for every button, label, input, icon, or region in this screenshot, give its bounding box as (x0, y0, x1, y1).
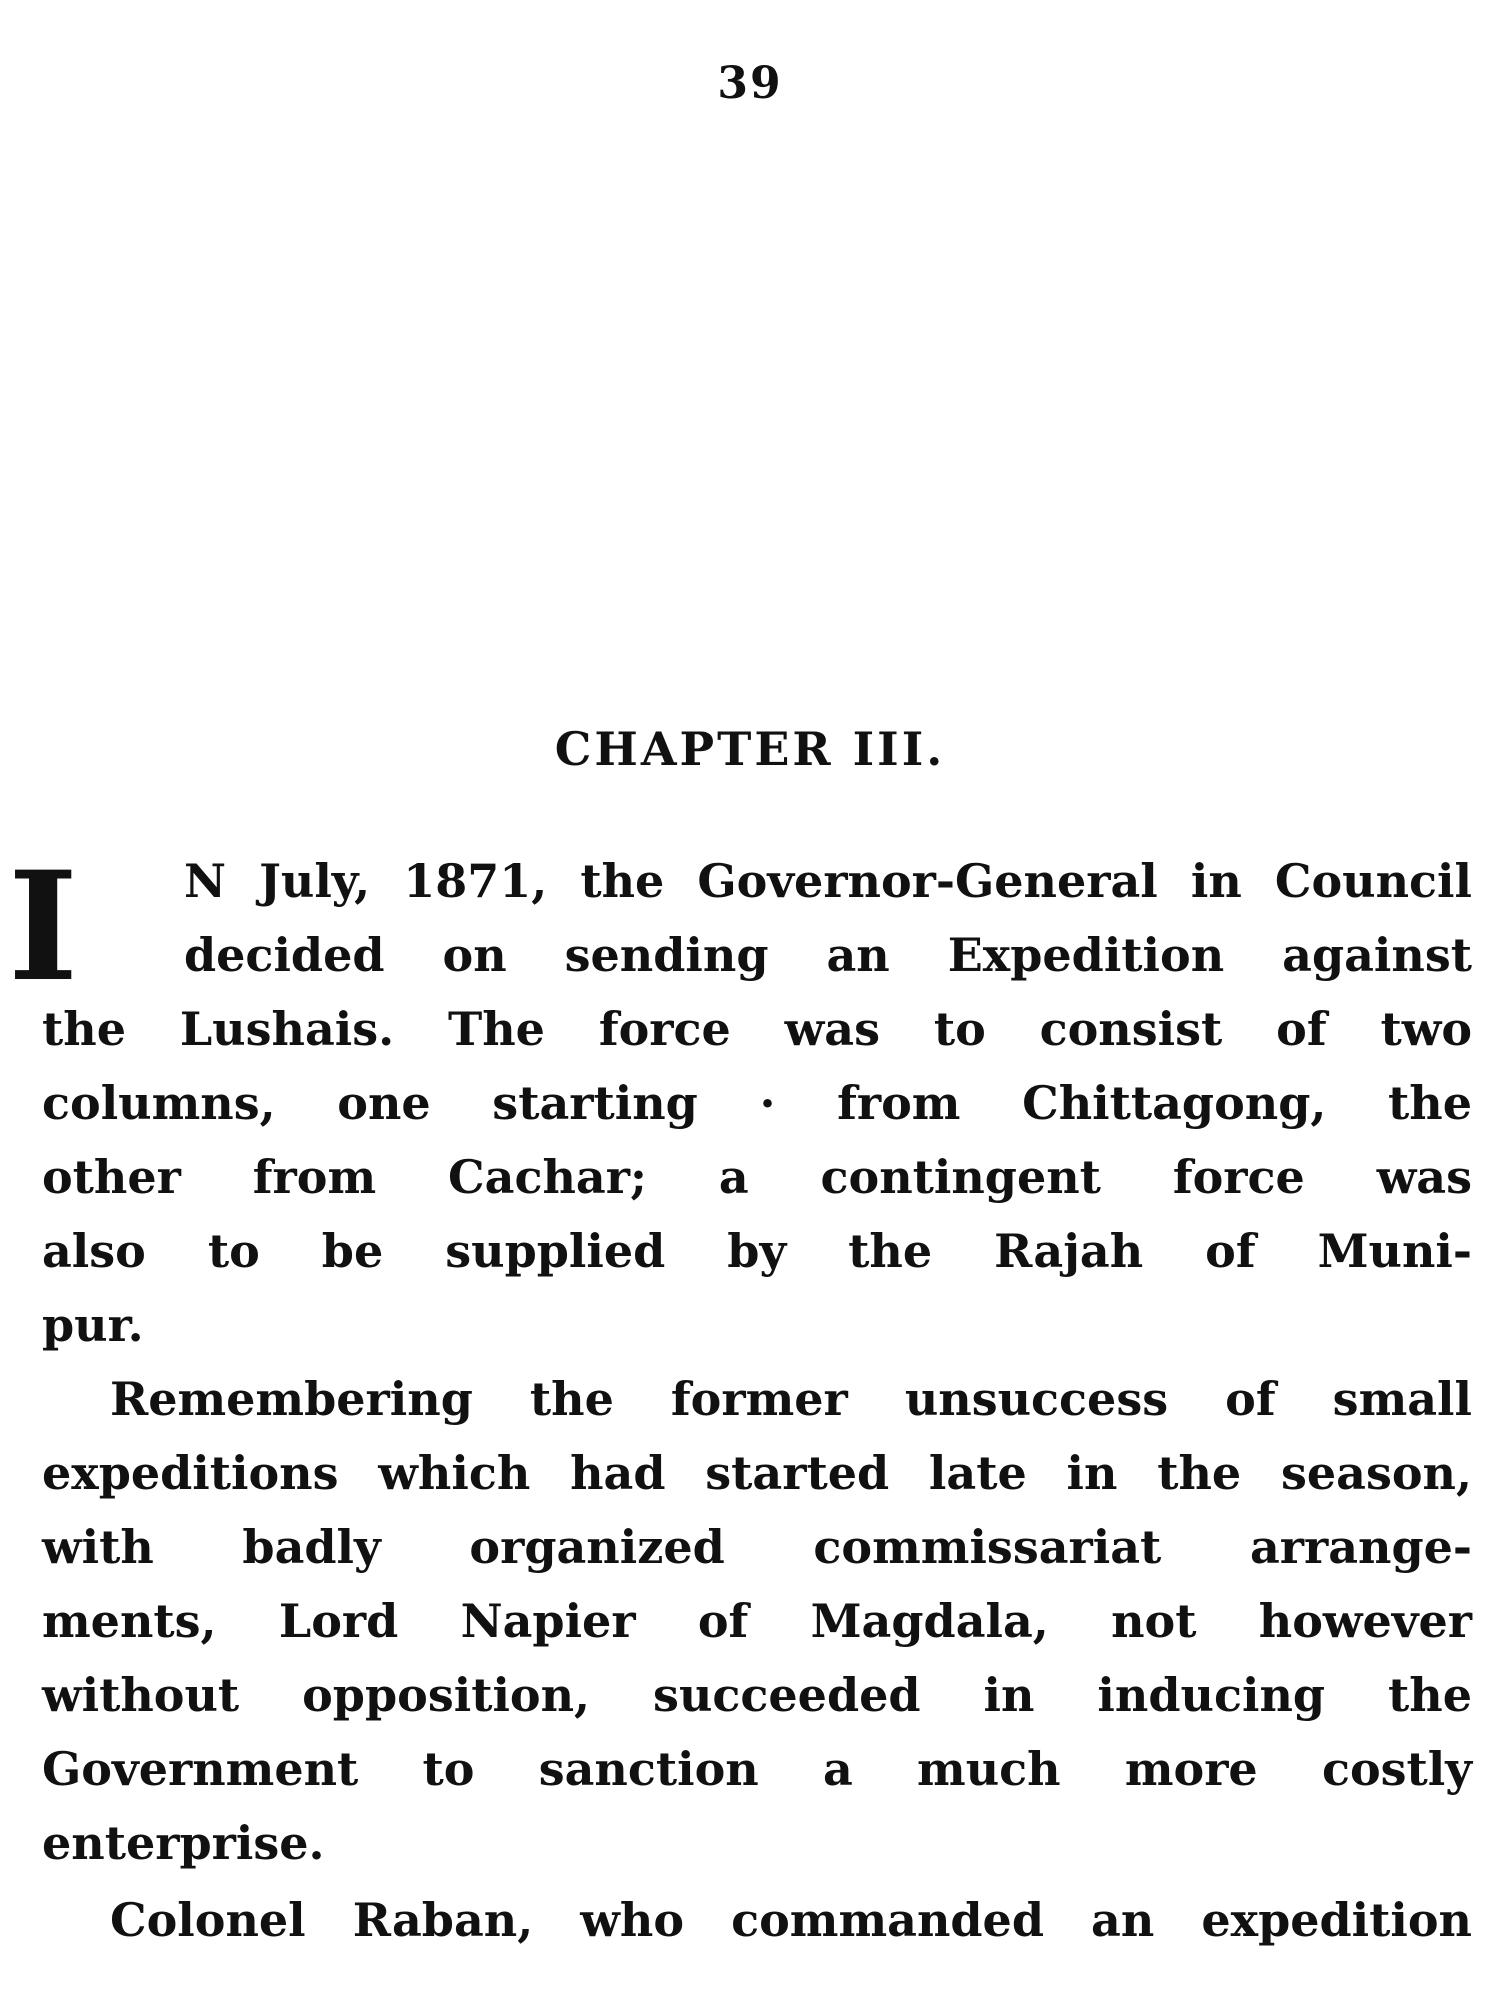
text-line: other from Cachar; a contingent force was (42, 1150, 1472, 1204)
text-line: ments, Lord Napier of Magdala, not however (42, 1594, 1472, 1648)
text-line: columns, one starting · from Chittagong, the (42, 1076, 1472, 1130)
text-line: the Lushais. The force was to consist of two (42, 1002, 1472, 1056)
text-line: Remembering the former unsuccess of small (110, 1372, 1472, 1426)
text-line: with badly organized commissariat arrange- (42, 1520, 1472, 1574)
page-number: 39 (717, 58, 783, 109)
text-line: expeditions which had started late in the season, (42, 1446, 1472, 1500)
chapter-heading: CHAPTER III. (554, 722, 946, 776)
text-line: without opposition, succeeded in inducing the (42, 1668, 1472, 1722)
text-line: Government to sanction a much more costly (42, 1742, 1472, 1796)
text-line: N July, 1871, the Governor-General in Council (184, 854, 1472, 908)
text-line: decided on sending an Expedition against (184, 928, 1472, 982)
text-line: pur. (42, 1298, 144, 1352)
text-line: also to be supplied by the Rajah of Muni- (42, 1224, 1472, 1278)
text-line: Colonel Raban, who commanded an expedition (110, 1893, 1472, 1947)
text-line: enterprise. (42, 1816, 325, 1870)
drop-cap: I (8, 839, 79, 1015)
